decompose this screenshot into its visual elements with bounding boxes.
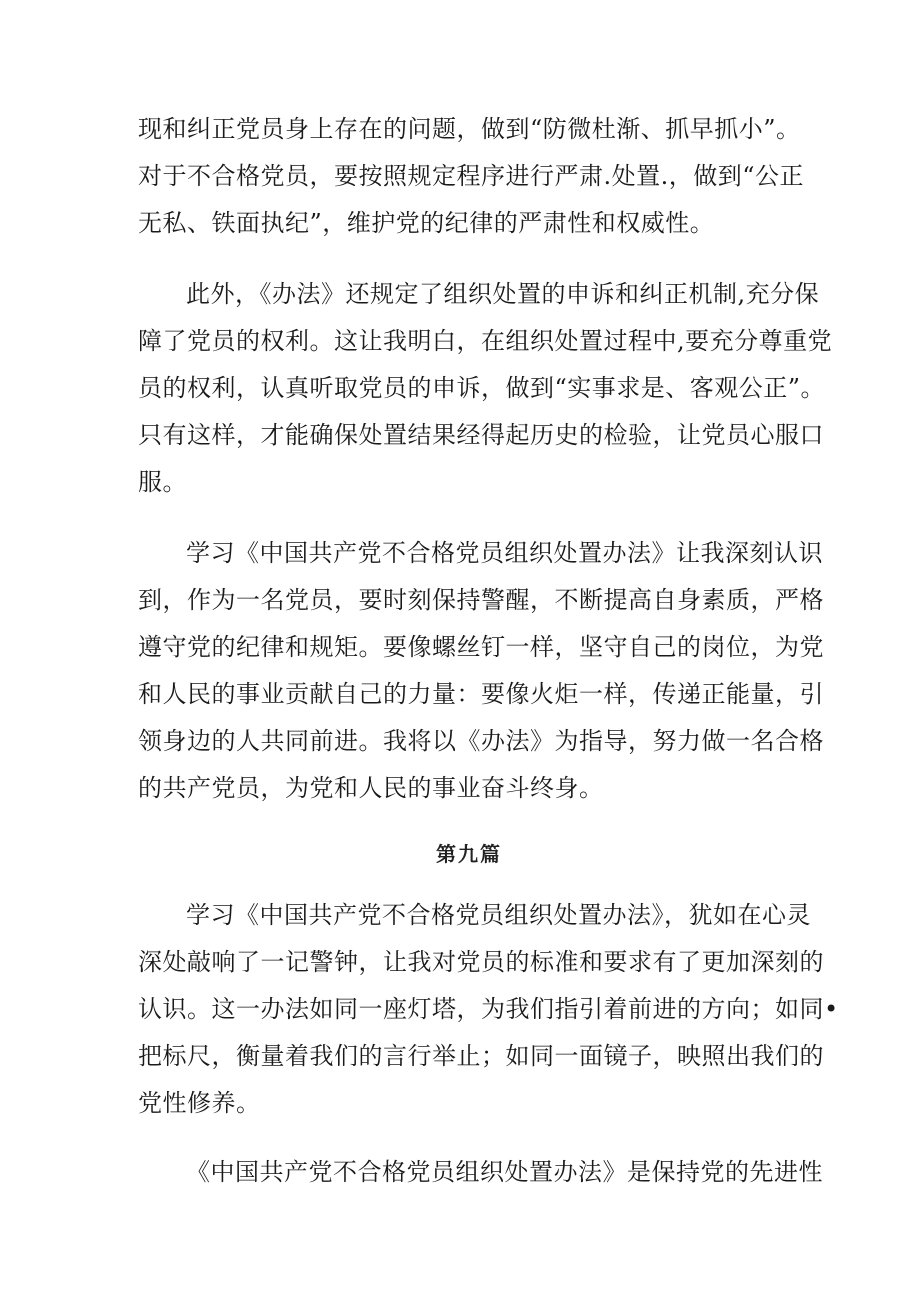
text-line: 的共产党员，为党和人民的事业奋斗终身。 xyxy=(138,774,604,802)
text-line: 对于不合格党员，要按照规定程序进行严肃.处置.，做到“公正 xyxy=(138,162,805,190)
paragraph-5 xyxy=(138,1149,823,1196)
text-line: 《中国共产党不合格党员组织处置办法》是保持党的先进性 xyxy=(186,1158,823,1186)
text-line: 此外，《办法》还规定了组织处置的申诉和纠正机制,充分保 xyxy=(186,280,820,308)
text-line: 和人民的事业贡献自己的力量：要像火炬一样，传递正能量，引 xyxy=(138,680,824,708)
text-line: 遵守党的纪律和规矩。要像螺丝钉一样，坚守自己的岗位，为党 xyxy=(138,633,824,661)
text-line: 学习《中国共产党不合格党员组织处置办法》，犹如在心灵 xyxy=(186,901,811,929)
text-line: 把标尺，衡量着我们的言行举止；如同一面镜子，映照出我们的 xyxy=(138,1042,824,1070)
text-line: 障了党员的权利。这让我明白，在组织处置过程中,要充分尊重党 xyxy=(138,327,833,355)
paragraph-1 xyxy=(138,106,805,247)
text-line: 学习《中国共产党不合格党员组织处置办法》让我深刻认识 xyxy=(186,539,823,567)
paragraph-4 xyxy=(138,892,839,1127)
text-line: 无私、铁面执纪”，维护党的纪律的严肃性和权威性。 xyxy=(138,209,715,237)
document-page xyxy=(138,106,839,1196)
paragraph-2 xyxy=(138,271,833,506)
text-line: 领身边的人共同前进。我将以《办法》为指导，努力做一名合格 xyxy=(138,727,824,755)
text-line: 服。 xyxy=(138,468,187,496)
text-line: 员的权利，认真听取党员的申诉，做到“实事求是、客观公正”。 xyxy=(138,374,826,402)
paragraph-3 xyxy=(138,530,824,812)
text-line: 党性修养。 xyxy=(138,1089,261,1117)
section-heading: 第九篇 xyxy=(436,842,502,866)
text-line: 只有这样，才能确保处置结果经得起历史的检验，让党员心服口 xyxy=(138,421,824,449)
text-line: 深处敲响了一记警钟，让我对党员的标准和要求有了更加深刻的 xyxy=(138,948,824,976)
text-line: 到，作为一名党员，要时刻保持警醒，不断提高自身素质，严格 xyxy=(138,586,824,614)
text-line: 认识。这一办法如同一座灯塔，为我们指引着前进的方向；如同• xyxy=(138,995,839,1023)
text-line: 现和纠正党员身上存在的问题，做到“防微杜渐、抓早抓小”。 xyxy=(138,115,801,143)
